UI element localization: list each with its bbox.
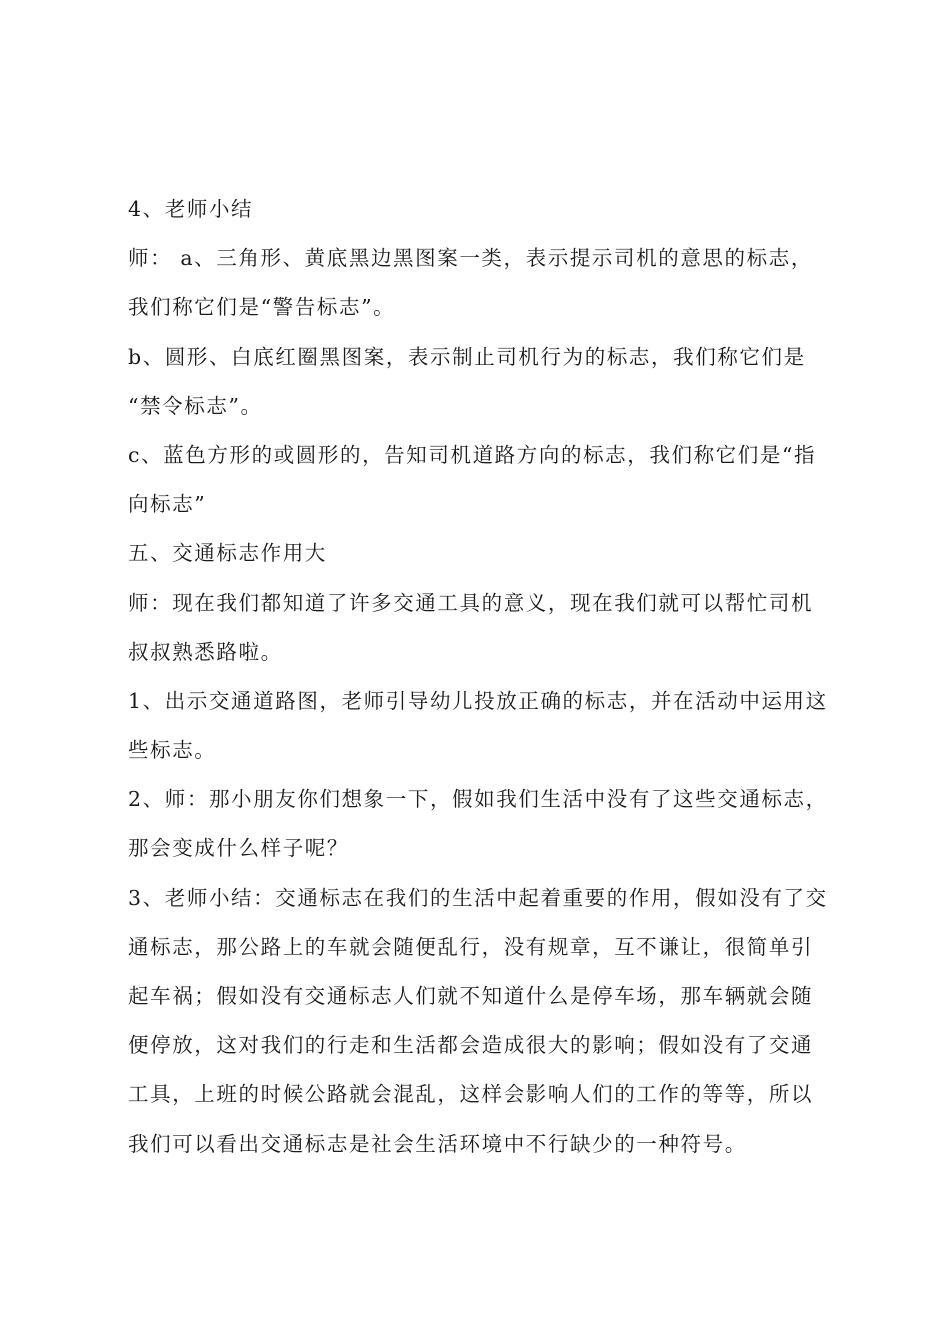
paragraph-line: 向标志” — [128, 492, 207, 517]
paragraph-line: 起车祸；假如没有交通标志人们就不知道什么是停车场，那车辆就会随 — [128, 984, 814, 1008]
heading-teacher-summary: 4、老师小结 — [128, 197, 254, 221]
paragraph-line: 工具，上班的时候公路就会混乱，这样会影响人们的工作的等等，所以 — [128, 1082, 814, 1107]
paragraph-line: “禁令标志”。 — [128, 393, 263, 418]
paragraph-line: 2、师：那小朋友你们想象一下，假如我们生活中没有了这些交通标志， — [128, 787, 828, 812]
paragraph-line: 些标志。 — [128, 738, 217, 763]
paragraph-line: 便停放，这对我们的行走和生活都会造成很大的影响；假如没有了交通 — [128, 1033, 814, 1058]
paragraph-line: b、圆形、白底红圈黑图案，表示制止司机行为的标志，我们称它们是 — [128, 344, 806, 369]
paragraph-line: 师：现在我们都知道了许多交通工具的意义，现在我们就可以帮忙司机 — [128, 590, 814, 615]
paragraph-line: 我们称它们是“警告标志”。 — [128, 295, 396, 320]
paragraph-line: 通标志，那公路上的车就会随便乱行，没有规章，互不谦让，很简单引 — [128, 934, 814, 959]
paragraph-line: 1、出示交通道路图，老师引导幼儿投放正确的标志，并在活动中运用这 — [128, 688, 828, 713]
paragraph-line: 叔叔熟悉路啦。 — [128, 639, 283, 664]
paragraph-line: 我们可以看出交通标志是社会生活环境中不行缺少的一种符号。 — [128, 1131, 747, 1156]
document-page — [128, 185, 833, 1169]
paragraph-line: 3、老师小结：交通标志在我们的生活中起着重要的作用，假如没有了交 — [128, 885, 828, 910]
section-heading: 五、交通标志作用大 — [128, 541, 327, 566]
paragraph-line: c、蓝色方形的或圆形的，告知司机道路方向的标志，我们称它们是“指 — [128, 442, 817, 467]
paragraph-line: 那会变成什么样子呢？ — [128, 836, 349, 861]
paragraph-line: 师： a、三角形、黄底黑边黑图案一类，表示提示司机的意思的标志， — [128, 246, 813, 271]
